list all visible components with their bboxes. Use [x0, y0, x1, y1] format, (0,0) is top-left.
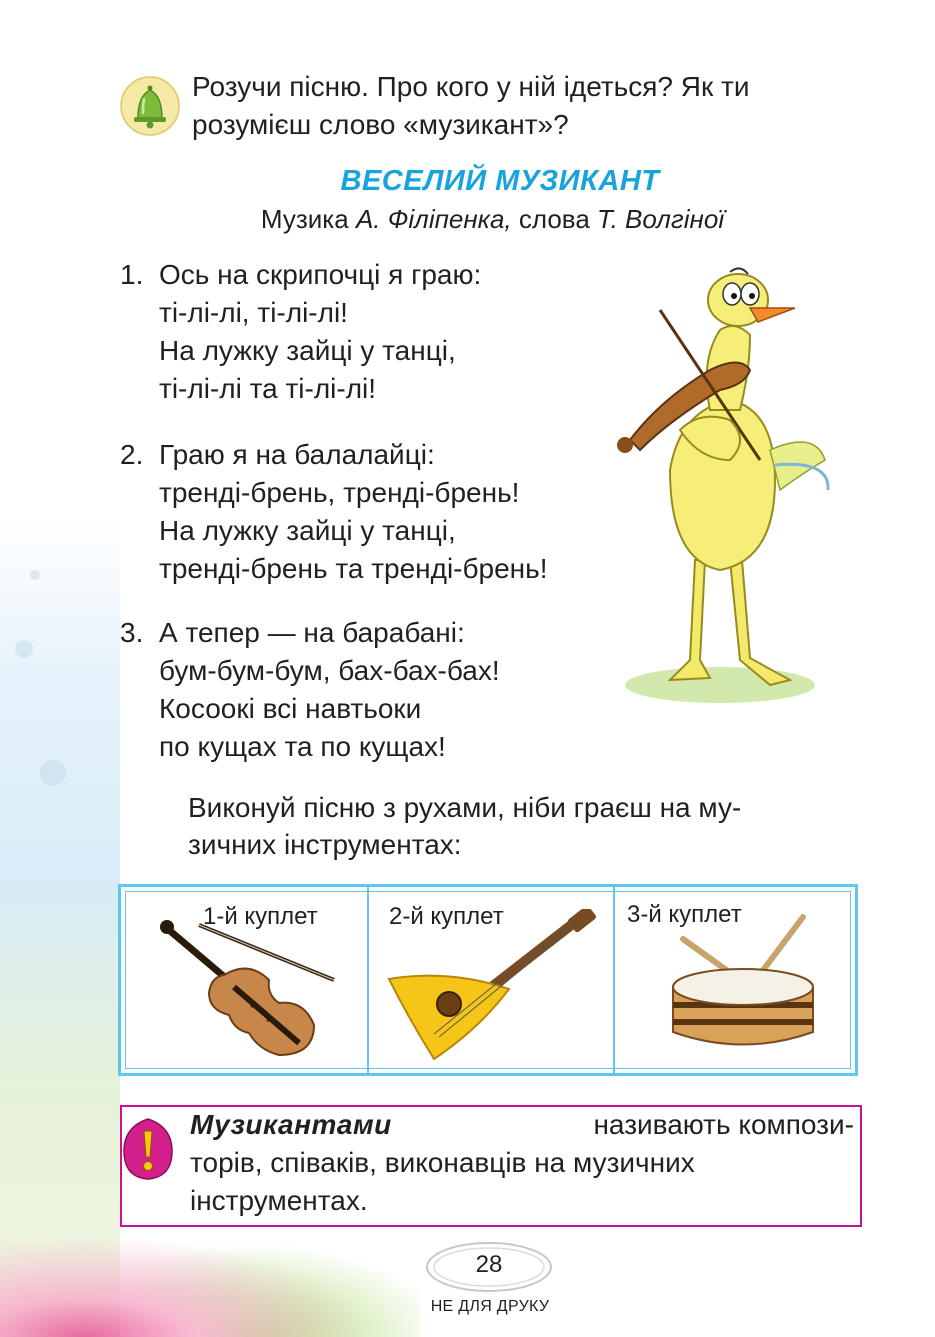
verse-line: Ось на скрипочці я граю: — [159, 259, 482, 290]
instrument-cell-balalaika — [369, 887, 615, 1073]
definition-line-3: інструментах. — [190, 1185, 368, 1216]
verse-line: тренді-брень та тренді-брень! — [159, 553, 548, 584]
verse-3 — [120, 614, 500, 766]
verse-number: 1. — [120, 259, 144, 290]
exclamation-icon — [120, 1117, 176, 1181]
decorative-bubble — [30, 570, 40, 580]
balalaika-icon — [379, 909, 609, 1069]
verse-line: А тепер — на барабані: — [159, 617, 465, 648]
verse-2 — [120, 436, 548, 588]
instrument-cell-violin — [121, 887, 369, 1073]
definition-text — [190, 1106, 854, 1220]
verse-number: 2. — [120, 439, 144, 470]
verse-line: по кущах та по кущах! — [159, 731, 446, 762]
verse-line: тренді-брень, тренді-брень! — [159, 477, 520, 508]
intro-line-1: Розучи пісню. Про кого у ній ідеться? Як ти — [192, 71, 750, 102]
music-prefix: Музика — [260, 204, 356, 234]
bird-violinist-illustration — [600, 260, 830, 710]
verse-line: ті-лі-лі та ті-лі-лі! — [159, 373, 377, 404]
violin-icon — [139, 915, 349, 1065]
definition-line-2: торів, співаків, виконавців на музичних — [190, 1147, 695, 1178]
bottom-decorative-flowers — [0, 1217, 420, 1337]
decorative-bubble — [15, 640, 33, 658]
verse-line: Косоокі всі навтьоки — [159, 693, 422, 724]
intro-line-2: розумієш слово «музикант»? — [192, 109, 569, 140]
instrument-cell-drum — [615, 887, 855, 1073]
verse-number: 3. — [120, 617, 144, 648]
verse-line: Граю я на балалайці: — [159, 439, 435, 470]
footer-text: НЕ ДЛЯ ДРУКУ — [430, 1298, 550, 1315]
verse-line: На лужку зайці у танці, — [159, 335, 456, 366]
verse-2-label: 2-й куплет — [389, 903, 504, 930]
instruments-table — [118, 884, 858, 1076]
definition-term: Музикантами — [190, 1109, 392, 1140]
verse-1-label: 1-й куплет — [203, 903, 318, 930]
verse-line: бум-бум-бум, бах-бах-бах! — [159, 655, 500, 686]
intro-text — [192, 68, 872, 144]
instruction-line-1: Виконуй пісню з рухами, ніби граєш на му- — [188, 792, 742, 823]
page-number: 28 — [475, 1251, 503, 1278]
definition-line-1-rest: називають компози- — [593, 1109, 854, 1140]
song-title: ВЕСЕЛИЙ МУЗИКАНТ — [340, 165, 660, 197]
lyricist-name: Т. Волгіної — [597, 204, 725, 234]
song-credits — [0, 201, 935, 237]
instruction-text — [188, 789, 848, 863]
verse-line: На лужку зайці у танці, — [159, 515, 456, 546]
lyrics-prefix: слова — [511, 204, 598, 234]
verse-line: ті-лі-лі, ті-лі-лі! — [159, 297, 348, 328]
verse-3-label: 3-й куплет — [627, 901, 742, 928]
page-number-badge — [424, 1240, 554, 1294]
drum-icon — [663, 907, 823, 1057]
instruction-line-2: зичних інструментах: — [188, 829, 462, 860]
bell-icon — [120, 74, 180, 138]
composer-name: А. Філіпенка, — [355, 204, 512, 234]
decorative-bubble — [40, 760, 66, 786]
verse-1 — [120, 256, 481, 408]
